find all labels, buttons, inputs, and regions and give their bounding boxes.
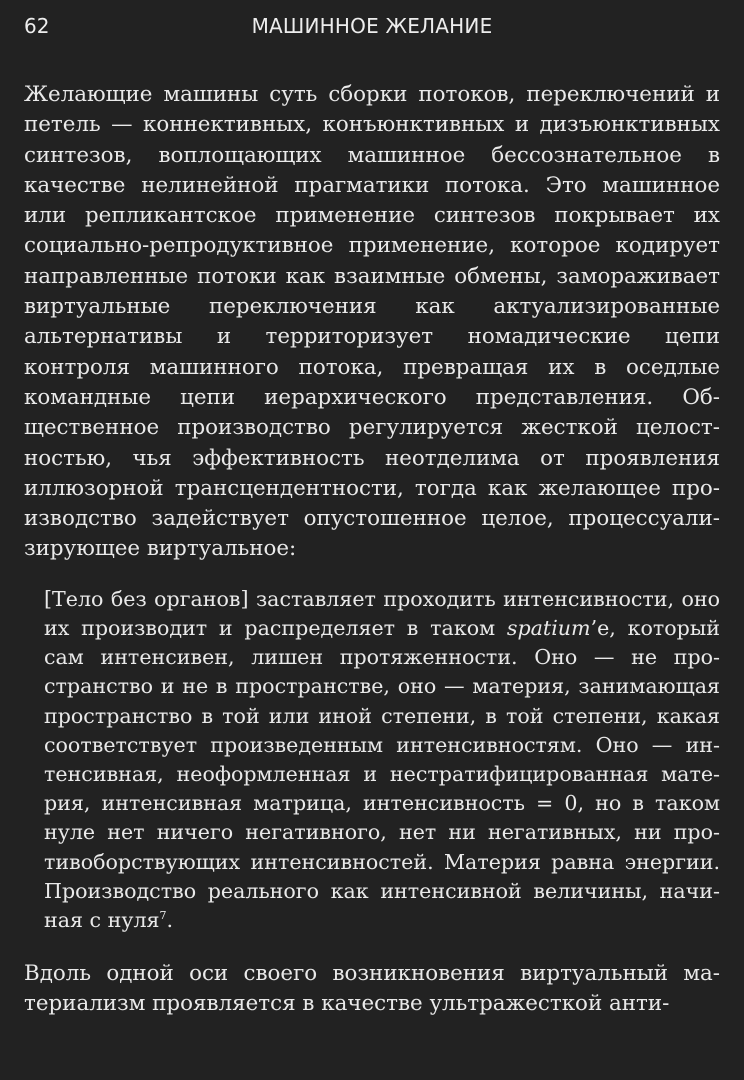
quote-end: . [166,907,174,932]
footnote-reference[interactable]: 7 [159,909,167,923]
body-text [24,80,720,1020]
paragraph: Желающие машины суть сборки потоков, переключений и петель — коннективных, конъюнктивных и дизъюнктивных синтезов, воплощающих машинное бессознательное в качестве нелинейной прагматики потока. Это машинное или репликантское применение синтезов покрывает их социально-репродуктивное применение, которое кодирует направленные потоки как взаимные обмены, замораживает виртуальные переключения как актуализированные альтернативы и территоризует номадические цепи контроля машинного потока, превращая их в оседлые командные цепи иерархического представления. Общественное производство регулируется жесткой целостностью, чья эффективность неотделима от проявления иллюзорной трансцендентности, тогда как желающее производство задействует опустошенное целое, процессуализирующее виртуальное: [24,82,720,562]
quote-text-continued: ’е, который сам интенсивен, лишен протяженности. Оно — не пространство и не в пространстве, оно — материя, занимающая пространство в той или иной степени, в той степени, какая соответствует произведенным интенсивностям. Оно — интенсивная, неоформленная и нестратифицированная материя, интенсивная матрица, интенсивность = 0, но в таком нуле нет ничего негативного, нет ни негативных, ни противоборствующих интенсивностей. Материя равна энергии. Производство реального как интенсивной величины, начиная с нуля [44,615,720,932]
block-quote [44,585,720,935]
page-header [24,14,720,44]
quote-italic-term: spatium [506,615,591,640]
running-title: МАШИННОЕ ЖЕЛАНИЕ [251,14,493,38]
quote-text: [Тело без органов] заставляет проходить интенсивности, оно их производит и распределяет в таком [44,586,720,640]
page-number: 62 [24,14,50,38]
paragraph: Вдоль одной оси своего возникновения виртуальный материализм проявляется в качестве ультражесткой анти- [24,961,720,1017]
